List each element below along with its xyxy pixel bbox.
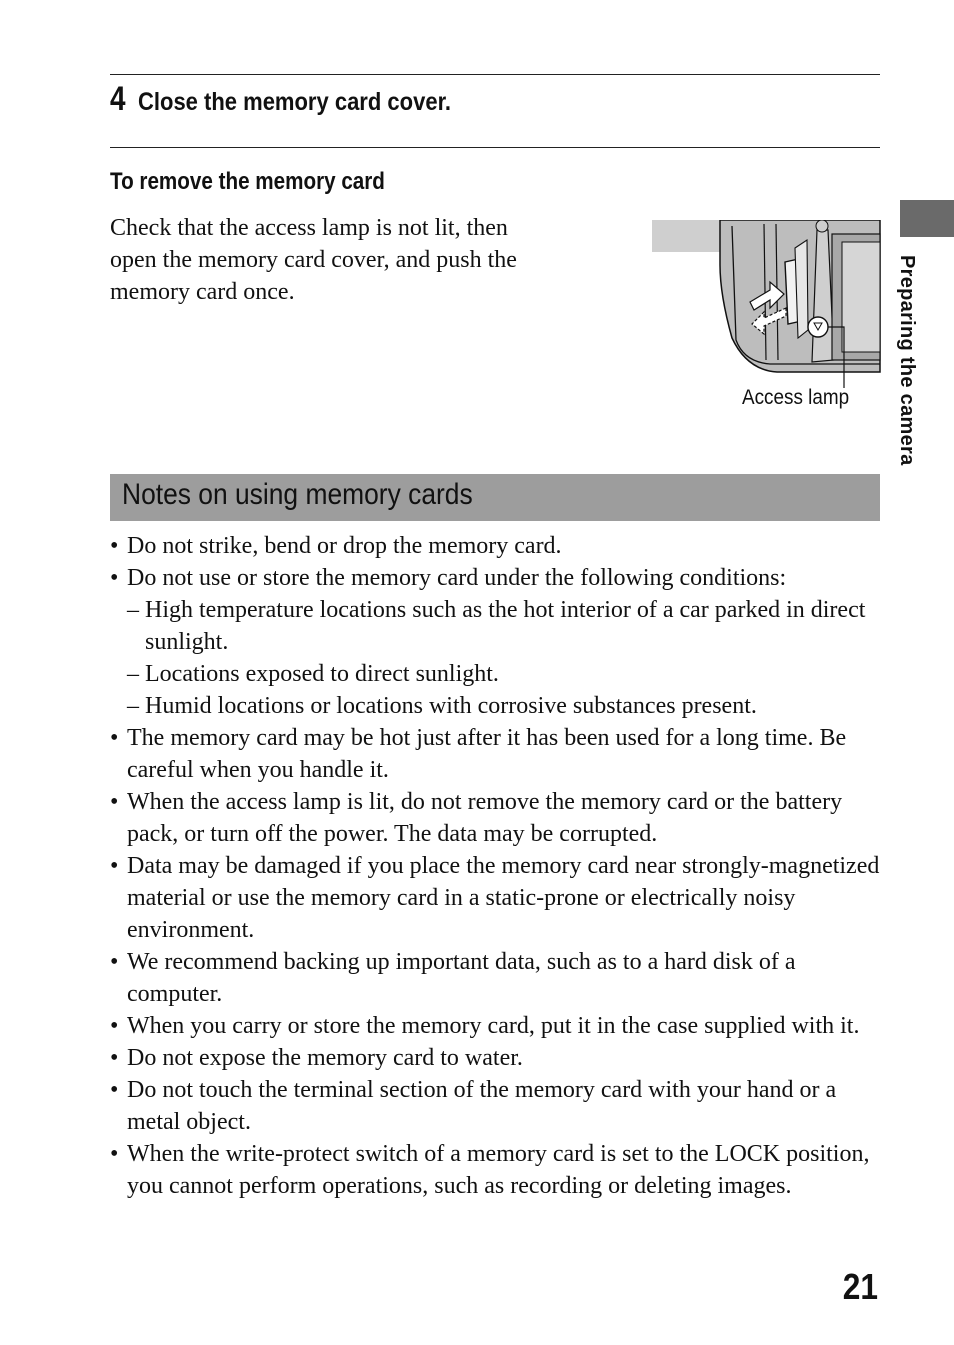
step-rule [110,147,880,148]
step-number: 4 [110,80,126,118]
page-number: 21 [842,1266,878,1307]
step-text: Close the memory card cover. [138,88,452,116]
notes-title: Notes on using memory cards [122,478,473,511]
note-item: • When the write-protect switch of a memory card is set to the LOCK position, you cannot perform operations, such as recording or deleting images. [110,1138,880,1202]
camera-illustration [652,220,882,390]
remove-instructions: Check that the access lamp is not lit, then open the memory card cover, and push the memory card once. [110,215,517,305]
notes-title-bar [110,474,880,521]
step-heading [110,80,494,119]
note-item: • Do not strike, bend or drop the memory card. [110,530,880,562]
condition-item: – High temperature locations such as the hot interior of a car parked in direct sunlight. [110,594,880,658]
note-item: • The memory card may be hot just after it has been used for a long time. Be careful when you handle it. [110,722,880,786]
note-item: • We recommend backing up important data, such as to a hard disk of a computer. [110,946,880,1010]
note-item: • Do not touch the terminal section of the memory card with your hand or a metal object. [110,1074,880,1138]
condition-item: – Locations exposed to direct sunlight. [110,658,880,690]
remove-heading: To remove the memory card [110,168,385,195]
access-lamp-callout: Access lamp [742,386,850,409]
notes-list [110,530,880,1202]
condition-item: – Humid locations or locations with corrosive substances present. [110,690,880,722]
section-label: Preparing the camera [896,255,918,466]
section-tab [900,200,954,237]
note-item: • Do not use or store the memory card under the following conditions: [110,562,880,594]
note-item: • When you carry or store the memory card, put it in the case supplied with it. [110,1010,880,1042]
note-item: • When the access lamp is lit, do not remove the memory card or the battery pack, or turn off the power. The data may be corrupted. [110,786,880,850]
note-item: • Data may be damaged if you place the memory card near strongly-magnetized material or use the memory card in a static-prone or electrically noisy environment. [110,850,880,946]
top-rule [110,74,880,75]
note-item: • Do not expose the memory card to water. [110,1042,880,1074]
